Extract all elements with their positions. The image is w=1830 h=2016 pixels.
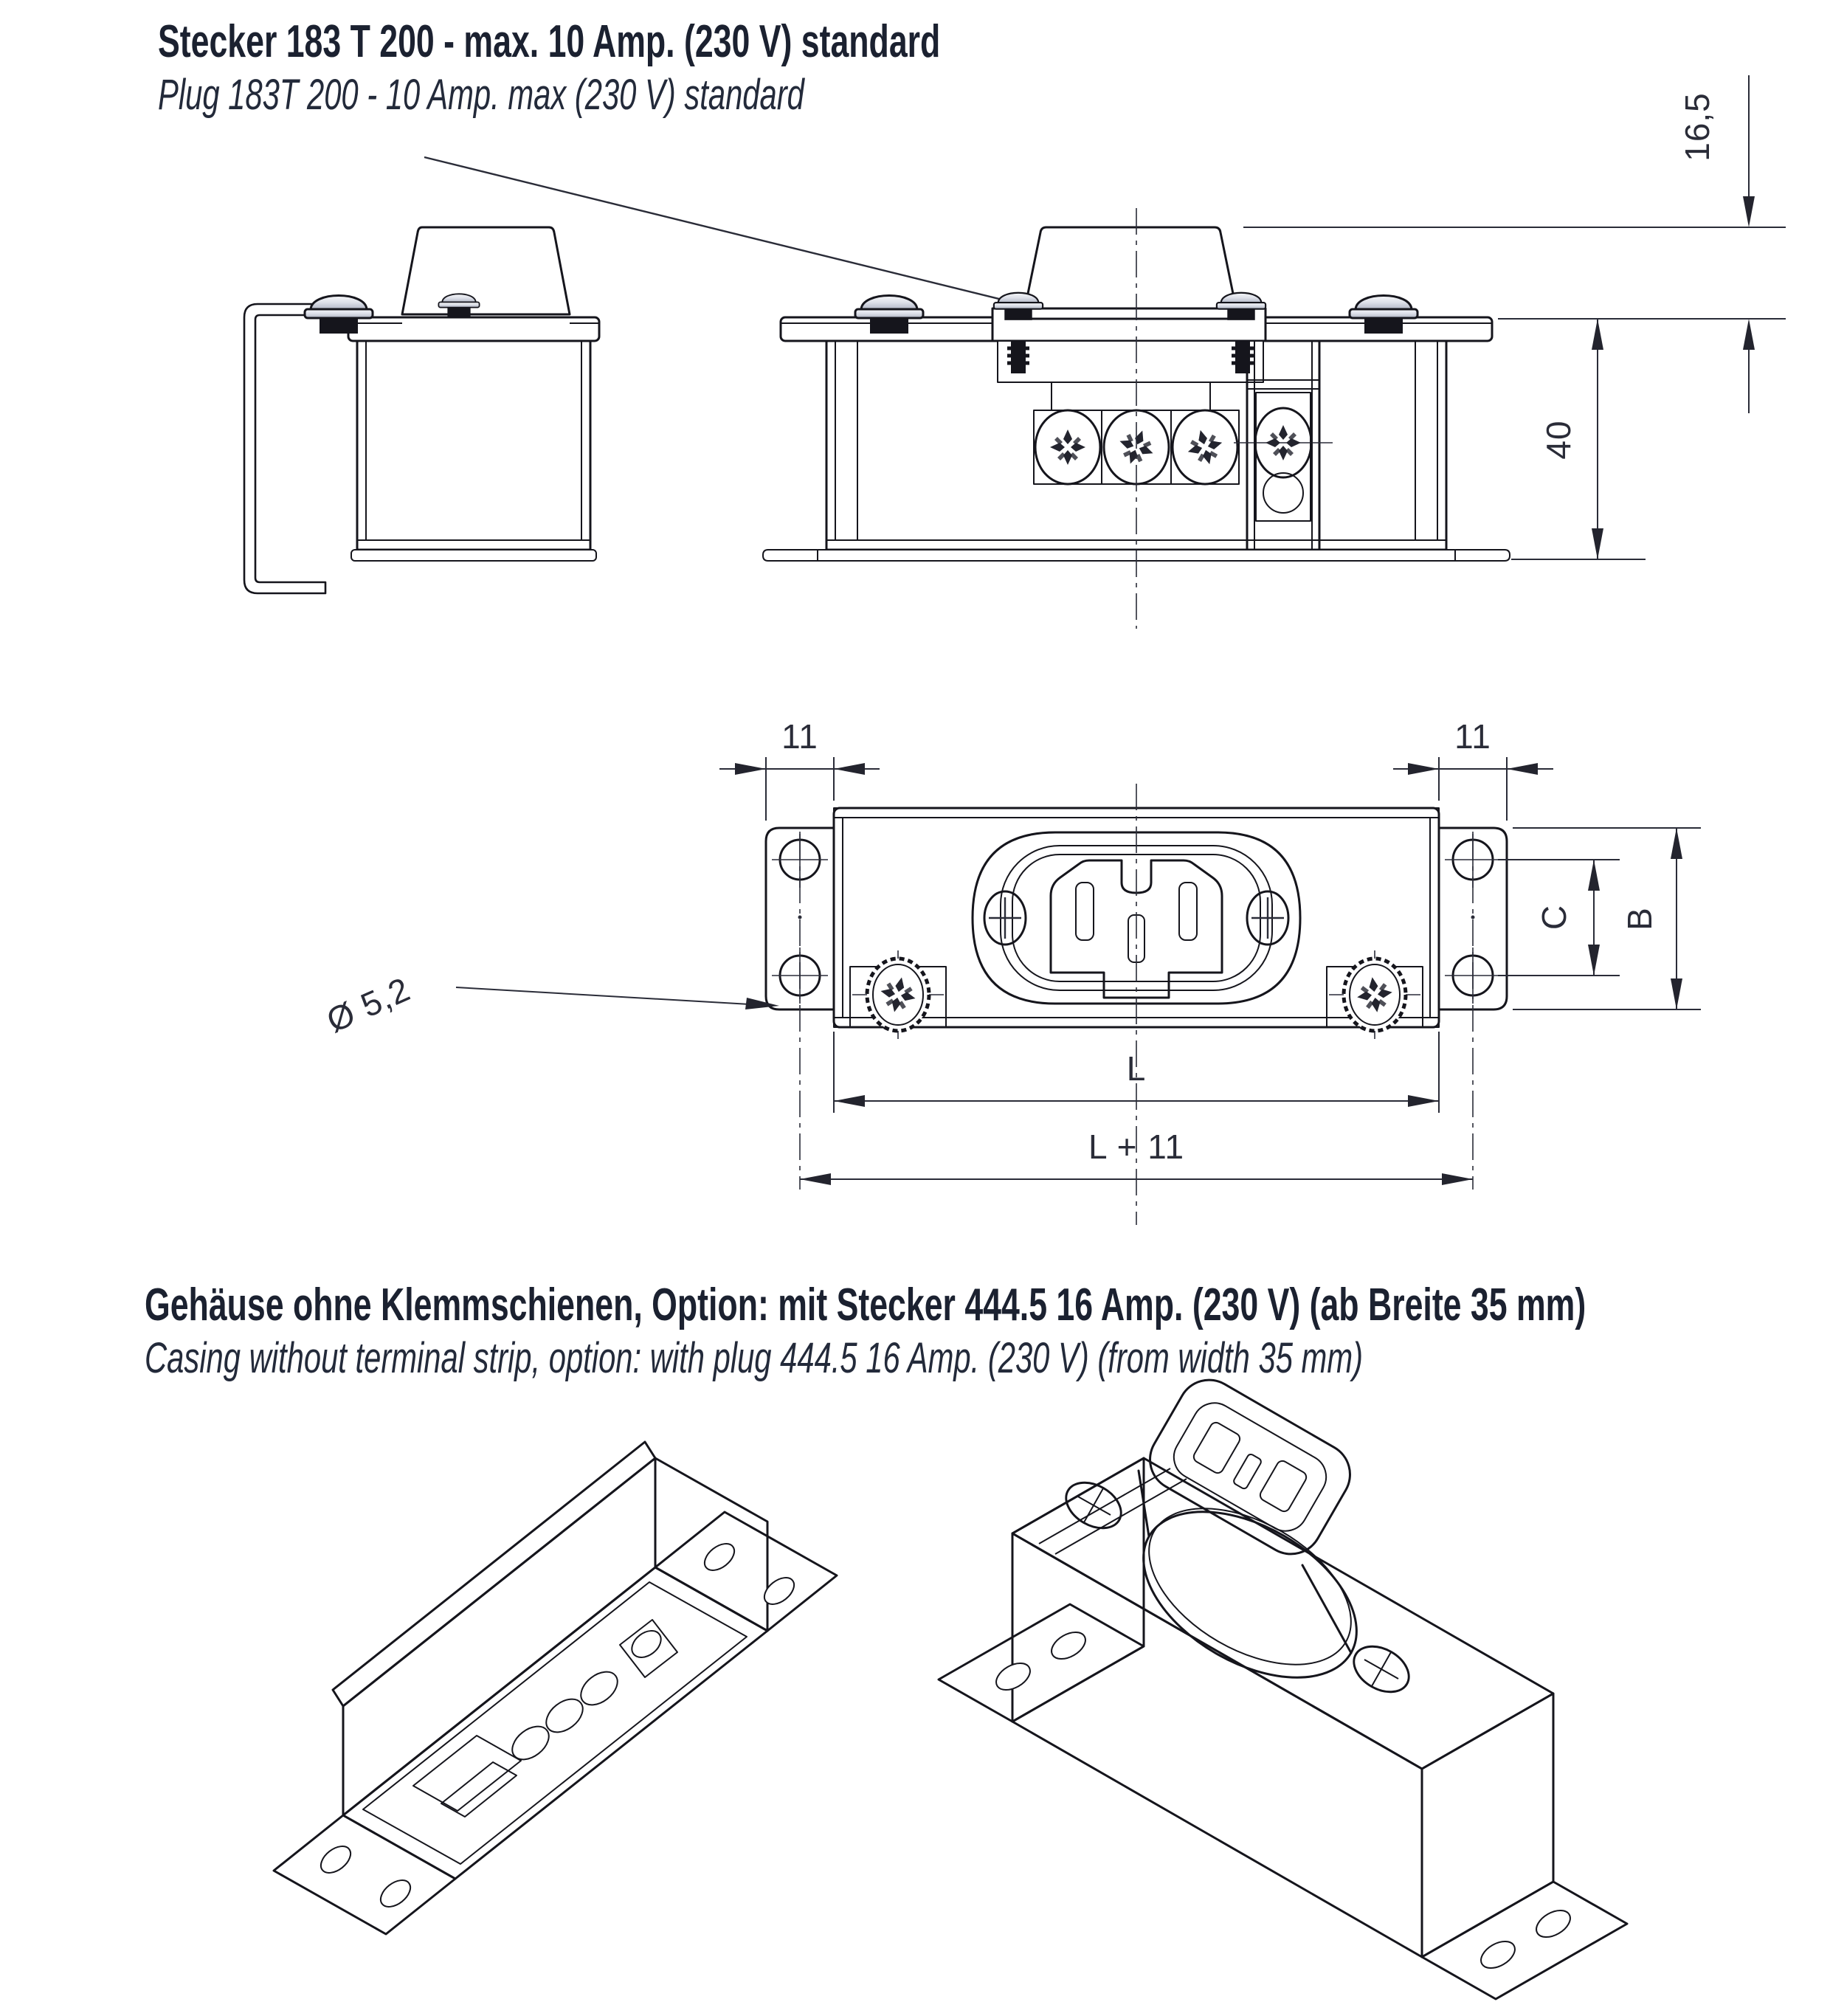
iso2-screws: [1058, 1474, 1417, 1702]
section2-title-de: Gehäuse ohne Klemmschienen, Option: mit Stecker 444.5 16 Amp. (230 V) (ab Breite 35 mm): [145, 1280, 1586, 1330]
side-view: [305, 227, 599, 561]
plug-under-block: [998, 341, 1263, 382]
iso2-plug-444: [1115, 1369, 1385, 1712]
iso1-open-bottom: [343, 1567, 767, 1879]
clip-bracket-side-view: [244, 304, 351, 593]
front-view: [763, 208, 1510, 629]
side-top-plate: [348, 317, 599, 341]
dim-tab-height-label: B: [1620, 907, 1659, 931]
iso2-end-face-left: [1012, 1458, 1144, 1722]
iec-pin-left: [1076, 883, 1094, 940]
iso1-earth-terminal: [620, 1620, 677, 1677]
iso-view-underside: [274, 1442, 837, 1934]
title-leader-line: [424, 157, 1074, 322]
iso2-flange-right: [1422, 1882, 1627, 1999]
iso1-flange-left: [274, 1815, 455, 1934]
iso1-terminal-screws: [506, 1665, 624, 1767]
iso1-flange-right: [655, 1512, 837, 1631]
dim-overall-length-label: L + 11: [1088, 1128, 1185, 1166]
iec-pin-right: [1179, 883, 1197, 940]
iso2-end-face-right: [1422, 1694, 1553, 1957]
section1-title-en: Plug 183T 200 - 10 Amp. max (230 V) standard: [158, 71, 804, 119]
iso-view-top: [939, 1369, 1627, 1999]
dim-casing-height: [1511, 319, 1646, 559]
front-foot-left: [763, 550, 818, 561]
side-plug-dome: [402, 227, 570, 314]
iso1-end-face: [655, 1458, 767, 1631]
iso2-flange-left: [939, 1604, 1144, 1722]
dim-plug-height-label: 16,5: [1678, 92, 1716, 162]
dim-casing-height-label: 40: [1539, 420, 1578, 460]
dim-hole-diameter: [321, 970, 779, 1040]
iso1-side-face: [343, 1458, 655, 1815]
dim-tab-width-right: [1393, 717, 1553, 821]
front-plug-dome: [1023, 227, 1238, 319]
front-foot-right: [1455, 550, 1510, 561]
iso2-front-face: [1012, 1533, 1422, 1957]
section1-title-de: Stecker 183 T 200 - max. 10 Amp. (230 V) standard: [158, 16, 941, 67]
plug-flange: [992, 308, 1266, 341]
section2-title-en: Casing without terminal strip, option: with plug 444.5 16 Amp. (230 V) (from width 35 mm): [145, 1334, 1364, 1382]
side-body: [357, 341, 590, 550]
dim-tab-width-left: [719, 717, 880, 821]
dim-length-label: L: [1126, 1049, 1147, 1088]
side-bottom-plate: [351, 550, 596, 561]
dim-tab-width-right-label: 11: [1454, 717, 1491, 756]
dim-hole-spacing-c: [1498, 860, 1620, 976]
dim-tab-width-left-label: 11: [781, 717, 818, 756]
dim-hole-spacing-label: C: [1535, 904, 1573, 931]
dim-hole-diameter-label: Ø 5,2: [320, 969, 416, 1040]
